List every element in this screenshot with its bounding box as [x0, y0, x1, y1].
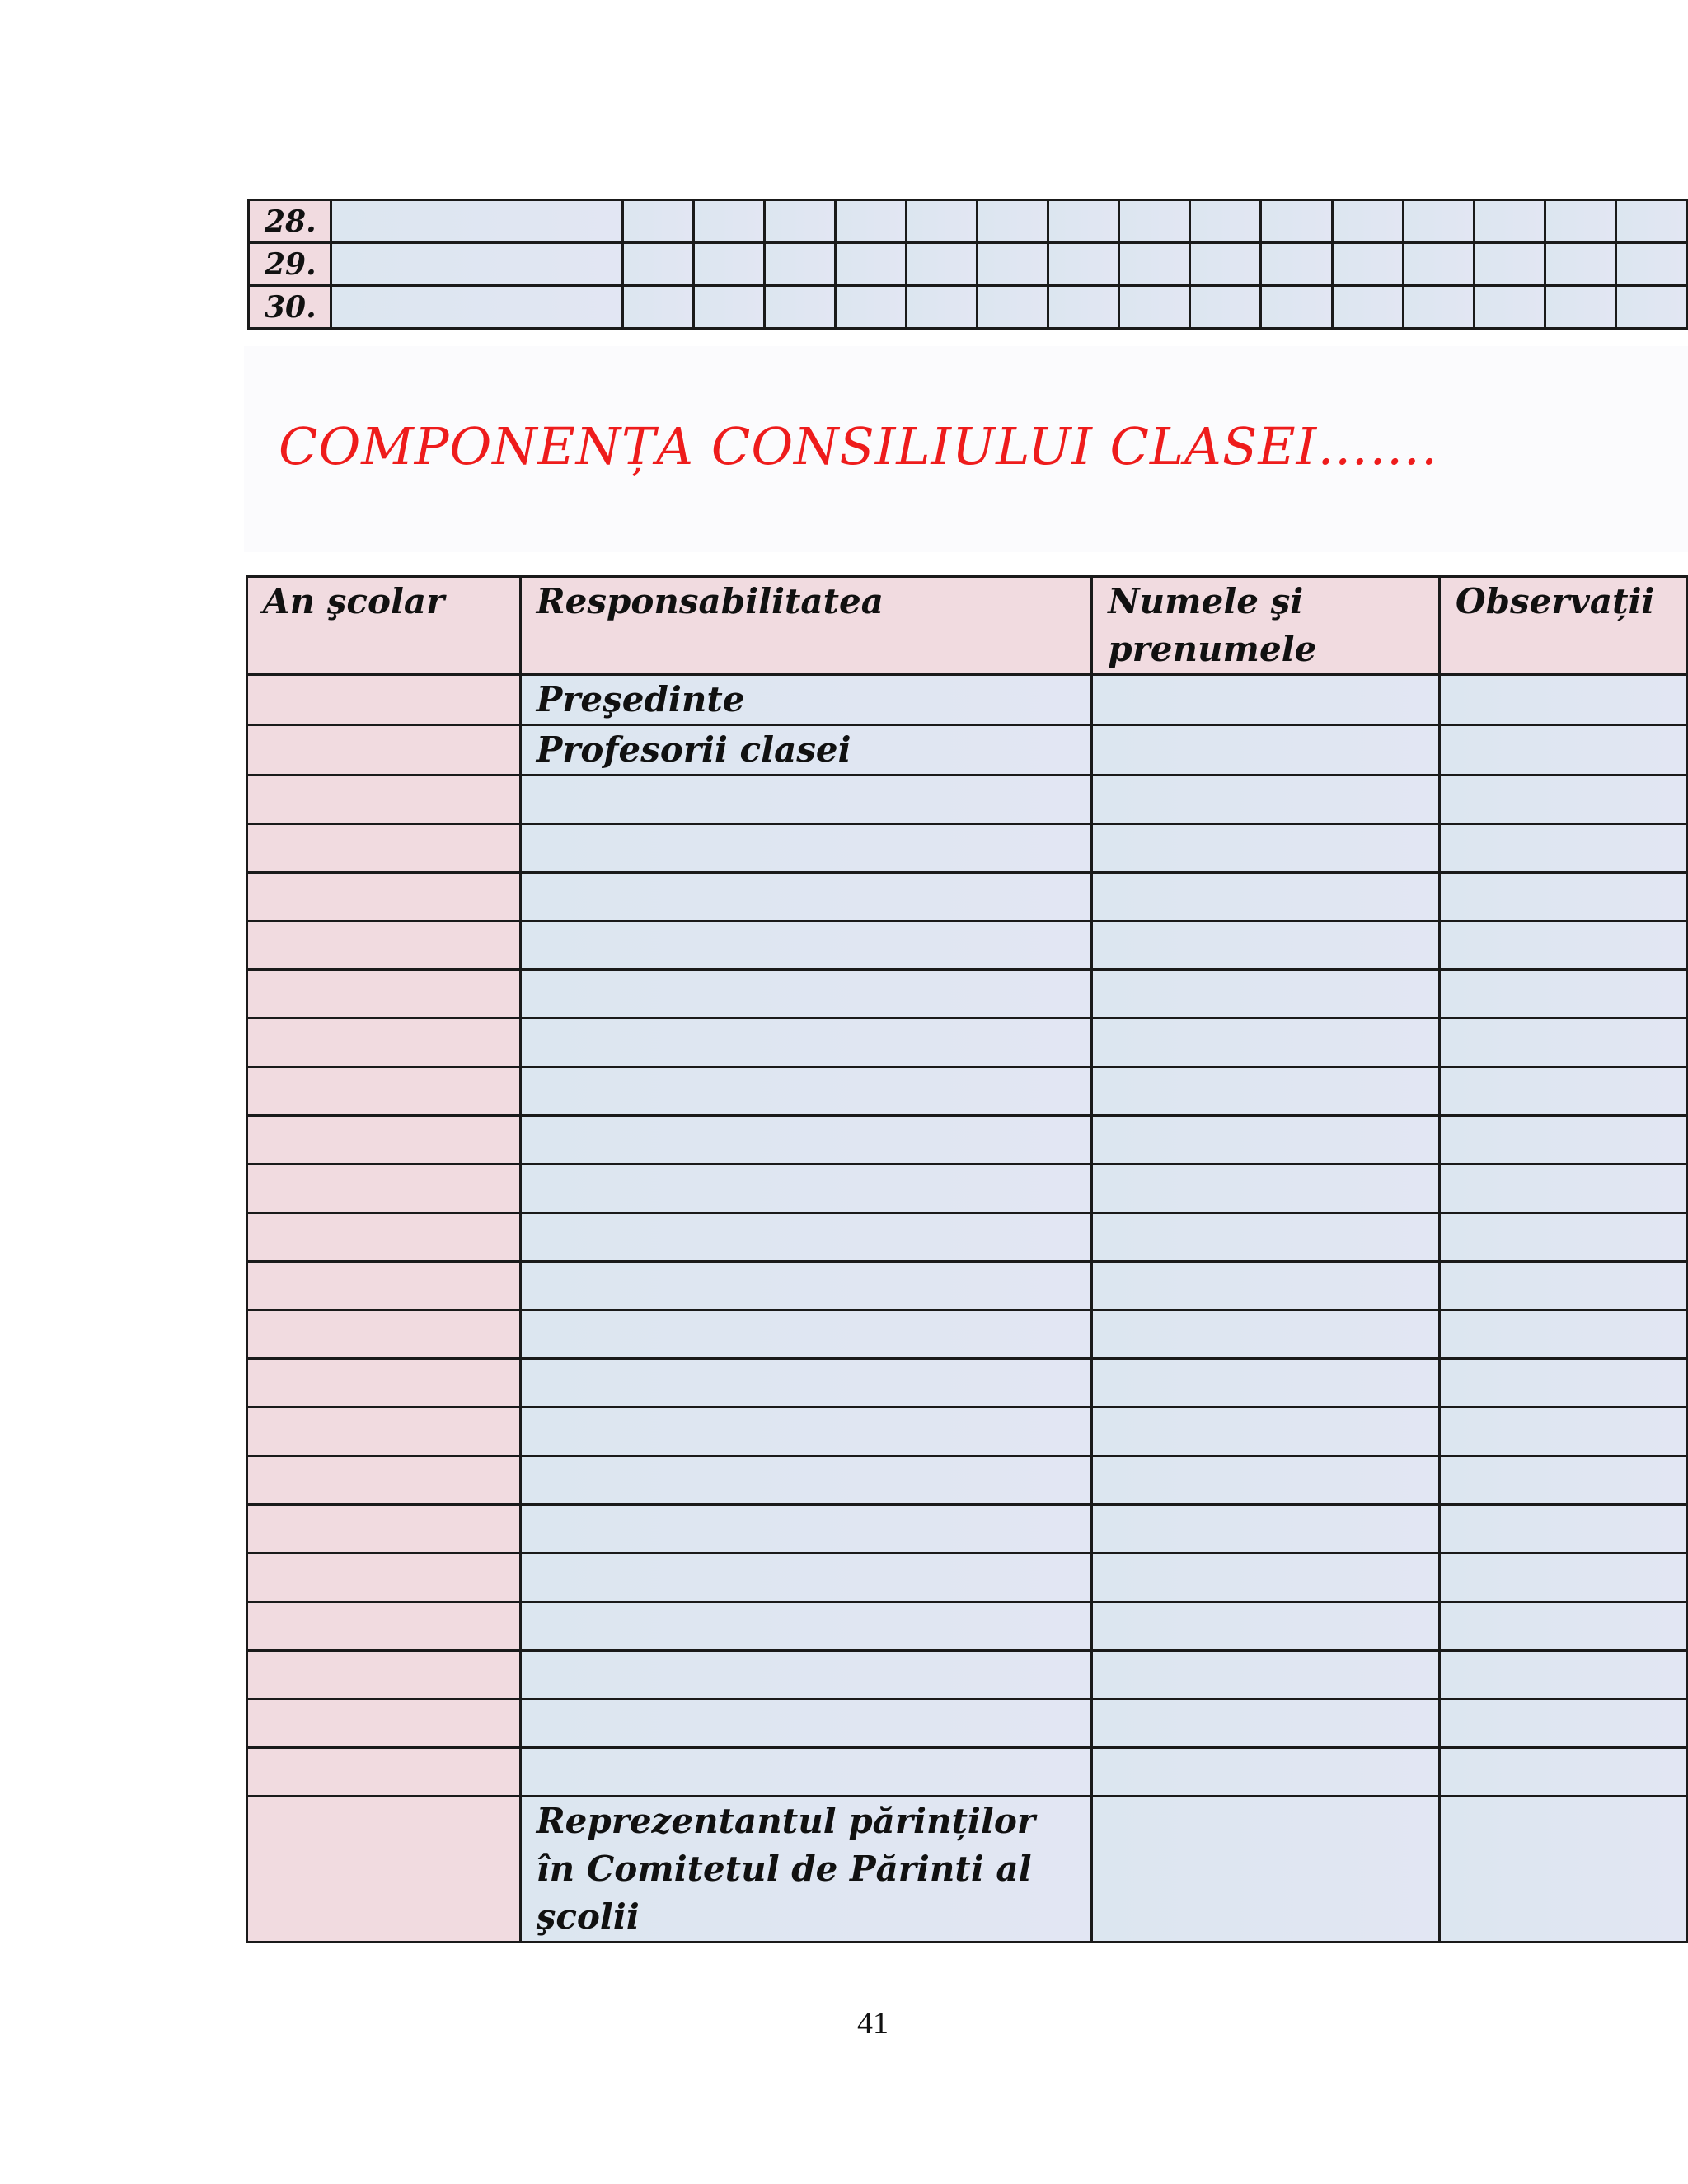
- table-row: [247, 824, 1687, 873]
- table-cell[interactable]: [520, 1456, 1092, 1505]
- table-cell[interactable]: [247, 970, 521, 1019]
- header-numele-prenumele: Numele şi prenumele: [1092, 577, 1440, 675]
- table-cell[interactable]: [520, 1554, 1092, 1602]
- table-cell[interactable]: [247, 1310, 521, 1359]
- header-an-scolar: An şcolar: [247, 577, 521, 675]
- table-cell[interactable]: [1440, 1310, 1687, 1359]
- table-row: [247, 675, 1687, 725]
- table-cell[interactable]: [1092, 1456, 1440, 1505]
- table-cell[interactable]: [1092, 1213, 1440, 1262]
- table-cell: Reprezentantul părinților în Comitetul de Părinti al şcolii: [520, 1797, 1092, 1943]
- table-row: [247, 725, 1687, 776]
- table-cell[interactable]: [520, 1067, 1092, 1116]
- table-cell[interactable]: [520, 1019, 1092, 1067]
- table-cell[interactable]: [1440, 1505, 1687, 1554]
- empty-cell[interactable]: [1474, 286, 1545, 329]
- empty-cell[interactable]: [1545, 243, 1615, 286]
- empty-cell[interactable]: [764, 286, 835, 329]
- empty-cell[interactable]: [978, 286, 1048, 329]
- table-cell[interactable]: [1092, 1797, 1440, 1943]
- table-cell[interactable]: [1092, 1505, 1440, 1554]
- table-cell[interactable]: [247, 1213, 521, 1262]
- table-cell[interactable]: [520, 1602, 1092, 1651]
- table-cell[interactable]: [1440, 1651, 1687, 1699]
- empty-cell[interactable]: [835, 286, 906, 329]
- table-cell[interactable]: [247, 1748, 521, 1797]
- empty-cell[interactable]: [906, 200, 977, 243]
- table-cell[interactable]: [1440, 1116, 1687, 1165]
- empty-cell[interactable]: [1545, 286, 1615, 329]
- table-cell[interactable]: [1440, 1797, 1687, 1943]
- table-row: [247, 1262, 1687, 1310]
- table-cell[interactable]: [520, 921, 1092, 970]
- table-cell[interactable]: [1440, 675, 1687, 725]
- empty-cell[interactable]: [1545, 200, 1615, 243]
- table-cell[interactable]: [1440, 1554, 1687, 1602]
- table-cell[interactable]: [1092, 1651, 1440, 1699]
- empty-cell[interactable]: [1474, 243, 1545, 286]
- table-cell[interactable]: [1440, 824, 1687, 873]
- header-observatii: Observații: [1440, 577, 1687, 675]
- table-cell[interactable]: [1092, 1165, 1440, 1213]
- table-cell[interactable]: [1440, 1019, 1687, 1067]
- table-cell[interactable]: [1092, 824, 1440, 873]
- table-cell[interactable]: [247, 1408, 521, 1456]
- empty-cell[interactable]: [693, 243, 764, 286]
- empty-cell[interactable]: [1048, 200, 1119, 243]
- table-cell[interactable]: [1092, 1359, 1440, 1408]
- table-header-row: [247, 577, 1687, 675]
- empty-cell[interactable]: [622, 243, 693, 286]
- empty-cell[interactable]: [1190, 243, 1261, 286]
- table-cell[interactable]: [247, 776, 521, 824]
- empty-cell[interactable]: [1190, 286, 1261, 329]
- table-row: [247, 1505, 1687, 1554]
- empty-cell[interactable]: [978, 243, 1048, 286]
- empty-cell[interactable]: [835, 243, 906, 286]
- table-cell[interactable]: [247, 1067, 521, 1116]
- table-cell[interactable]: [1092, 1602, 1440, 1651]
- table-cell[interactable]: [520, 824, 1092, 873]
- table-cell[interactable]: [520, 873, 1092, 921]
- table-cell[interactable]: [247, 675, 521, 725]
- table-cell[interactable]: [520, 1116, 1092, 1165]
- table-cell[interactable]: [247, 824, 521, 873]
- table-cell[interactable]: [520, 1408, 1092, 1456]
- table-cell[interactable]: [247, 1699, 521, 1748]
- header-responsabilitatea: Responsabilitatea: [520, 577, 1092, 675]
- empty-cell[interactable]: [622, 286, 693, 329]
- table-cell[interactable]: [1092, 1408, 1440, 1456]
- table-row: [247, 776, 1687, 824]
- row-number: 28.: [249, 200, 331, 243]
- table-cell[interactable]: [520, 1699, 1092, 1748]
- empty-cell[interactable]: [622, 200, 693, 243]
- empty-cell[interactable]: [1403, 200, 1474, 243]
- table-cell[interactable]: [520, 776, 1092, 824]
- table-cell[interactable]: [1092, 1554, 1440, 1602]
- empty-cell[interactable]: [1119, 286, 1190, 329]
- empty-cell[interactable]: [1261, 243, 1332, 286]
- table-cell: Profesorii clasei: [520, 725, 1092, 776]
- table-row: [247, 1554, 1687, 1602]
- table-row: [247, 1699, 1687, 1748]
- page-title: COMPONENȚA CONSILIULUI CLASEI…….: [279, 416, 1438, 476]
- table-cell[interactable]: [1092, 725, 1440, 776]
- table-cell[interactable]: [247, 1602, 521, 1651]
- table-cell[interactable]: [1440, 776, 1687, 824]
- table-row: [247, 1651, 1687, 1699]
- empty-cell[interactable]: [835, 200, 906, 243]
- table-row: [247, 1602, 1687, 1651]
- empty-cell[interactable]: [1190, 200, 1261, 243]
- table-cell[interactable]: [1092, 776, 1440, 824]
- table-cell[interactable]: [1440, 970, 1687, 1019]
- table-cell[interactable]: [1092, 1310, 1440, 1359]
- empty-cell[interactable]: [1261, 286, 1332, 329]
- table-cell[interactable]: [1092, 1116, 1440, 1165]
- table-cell[interactable]: [1440, 1408, 1687, 1456]
- table-cell[interactable]: [1440, 1359, 1687, 1408]
- table-row: [247, 1359, 1687, 1408]
- empty-cell[interactable]: [331, 286, 622, 329]
- table-cell[interactable]: [247, 1651, 521, 1699]
- table-cell[interactable]: [1092, 1699, 1440, 1748]
- table-row: [249, 243, 1687, 286]
- empty-cell[interactable]: [331, 200, 622, 243]
- table-cell[interactable]: [247, 725, 521, 776]
- empty-cell[interactable]: [764, 243, 835, 286]
- table-cell[interactable]: [520, 1651, 1092, 1699]
- table-row: [247, 1116, 1687, 1165]
- table-cell[interactable]: [1092, 675, 1440, 725]
- table-row: [247, 1165, 1687, 1213]
- table-cell[interactable]: [247, 1505, 521, 1554]
- table-cell[interactable]: [247, 1019, 521, 1067]
- empty-cell[interactable]: [1332, 286, 1403, 329]
- table-row: [247, 1067, 1687, 1116]
- empty-cell[interactable]: [1048, 243, 1119, 286]
- class-council-table: [246, 575, 1688, 1943]
- table-cell[interactable]: [1092, 1748, 1440, 1797]
- empty-cell[interactable]: [1119, 243, 1190, 286]
- table-row: [249, 200, 1687, 243]
- table-cell[interactable]: [520, 1505, 1092, 1554]
- empty-cell[interactable]: [764, 200, 835, 243]
- table-cell[interactable]: [1440, 1213, 1687, 1262]
- table-row: [247, 1310, 1687, 1359]
- table-row: [247, 1019, 1687, 1067]
- table-cell[interactable]: [1092, 873, 1440, 921]
- table-cell[interactable]: [1440, 1262, 1687, 1310]
- empty-cell[interactable]: [1615, 243, 1686, 286]
- empty-cell[interactable]: [1403, 286, 1474, 329]
- empty-cell[interactable]: [1261, 200, 1332, 243]
- table-cell[interactable]: [1092, 921, 1440, 970]
- table-cell[interactable]: [1440, 1456, 1687, 1505]
- empty-cell[interactable]: [906, 286, 977, 329]
- table-row: [247, 1748, 1687, 1797]
- table-cell[interactable]: [1092, 1067, 1440, 1116]
- table-row: [247, 1408, 1687, 1456]
- table-cell[interactable]: [520, 1310, 1092, 1359]
- table-row: [249, 286, 1687, 329]
- table-cell[interactable]: [1440, 921, 1687, 970]
- table-cell[interactable]: [1440, 1699, 1687, 1748]
- table-cell[interactable]: [1092, 970, 1440, 1019]
- empty-cell[interactable]: [978, 200, 1048, 243]
- row-number: 29.: [249, 243, 331, 286]
- empty-cell[interactable]: [1615, 286, 1686, 329]
- table-cell[interactable]: [1440, 1165, 1687, 1213]
- empty-cell[interactable]: [1332, 200, 1403, 243]
- table-cell[interactable]: [520, 1165, 1092, 1213]
- table-row: [247, 921, 1687, 970]
- table-cell[interactable]: [1440, 1748, 1687, 1797]
- empty-cell[interactable]: [1332, 243, 1403, 286]
- table-cell[interactable]: [520, 970, 1092, 1019]
- table-cell[interactable]: [247, 1165, 521, 1213]
- empty-cell[interactable]: [1474, 200, 1545, 243]
- attendance-table-continuation: [247, 199, 1688, 330]
- table-cell[interactable]: [520, 1359, 1092, 1408]
- empty-cell[interactable]: [1403, 243, 1474, 286]
- table-cell[interactable]: [247, 1456, 521, 1505]
- table-cell[interactable]: [1440, 1067, 1687, 1116]
- table-cell[interactable]: [247, 873, 521, 921]
- table-cell[interactable]: [247, 1116, 521, 1165]
- table-cell[interactable]: [247, 921, 521, 970]
- table-row: [247, 1797, 1687, 1943]
- table-cell[interactable]: [1440, 1602, 1687, 1651]
- table-cell: Preşedinte: [520, 675, 1092, 725]
- table-cell[interactable]: [1092, 1019, 1440, 1067]
- empty-cell[interactable]: [1048, 286, 1119, 329]
- table-row: [247, 1213, 1687, 1262]
- table-cell[interactable]: [1440, 725, 1687, 776]
- table-cell[interactable]: [247, 1359, 521, 1408]
- empty-cell[interactable]: [693, 286, 764, 329]
- table-cell[interactable]: [247, 1797, 521, 1943]
- table-row: [247, 873, 1687, 921]
- table-cell[interactable]: [1092, 1262, 1440, 1310]
- table-cell[interactable]: [520, 1262, 1092, 1310]
- empty-cell[interactable]: [1615, 200, 1686, 243]
- page-number: 41: [857, 2006, 889, 2041]
- table-cell[interactable]: [247, 1262, 521, 1310]
- empty-cell[interactable]: [906, 243, 977, 286]
- row-number: 30.: [249, 286, 331, 329]
- table-cell[interactable]: [520, 1748, 1092, 1797]
- empty-cell[interactable]: [331, 243, 622, 286]
- empty-cell[interactable]: [1119, 200, 1190, 243]
- table-cell[interactable]: [1440, 873, 1687, 921]
- table-row: [247, 1456, 1687, 1505]
- table-cell[interactable]: [520, 1213, 1092, 1262]
- empty-cell[interactable]: [693, 200, 764, 243]
- table-row: [247, 970, 1687, 1019]
- table-cell[interactable]: [247, 1554, 521, 1602]
